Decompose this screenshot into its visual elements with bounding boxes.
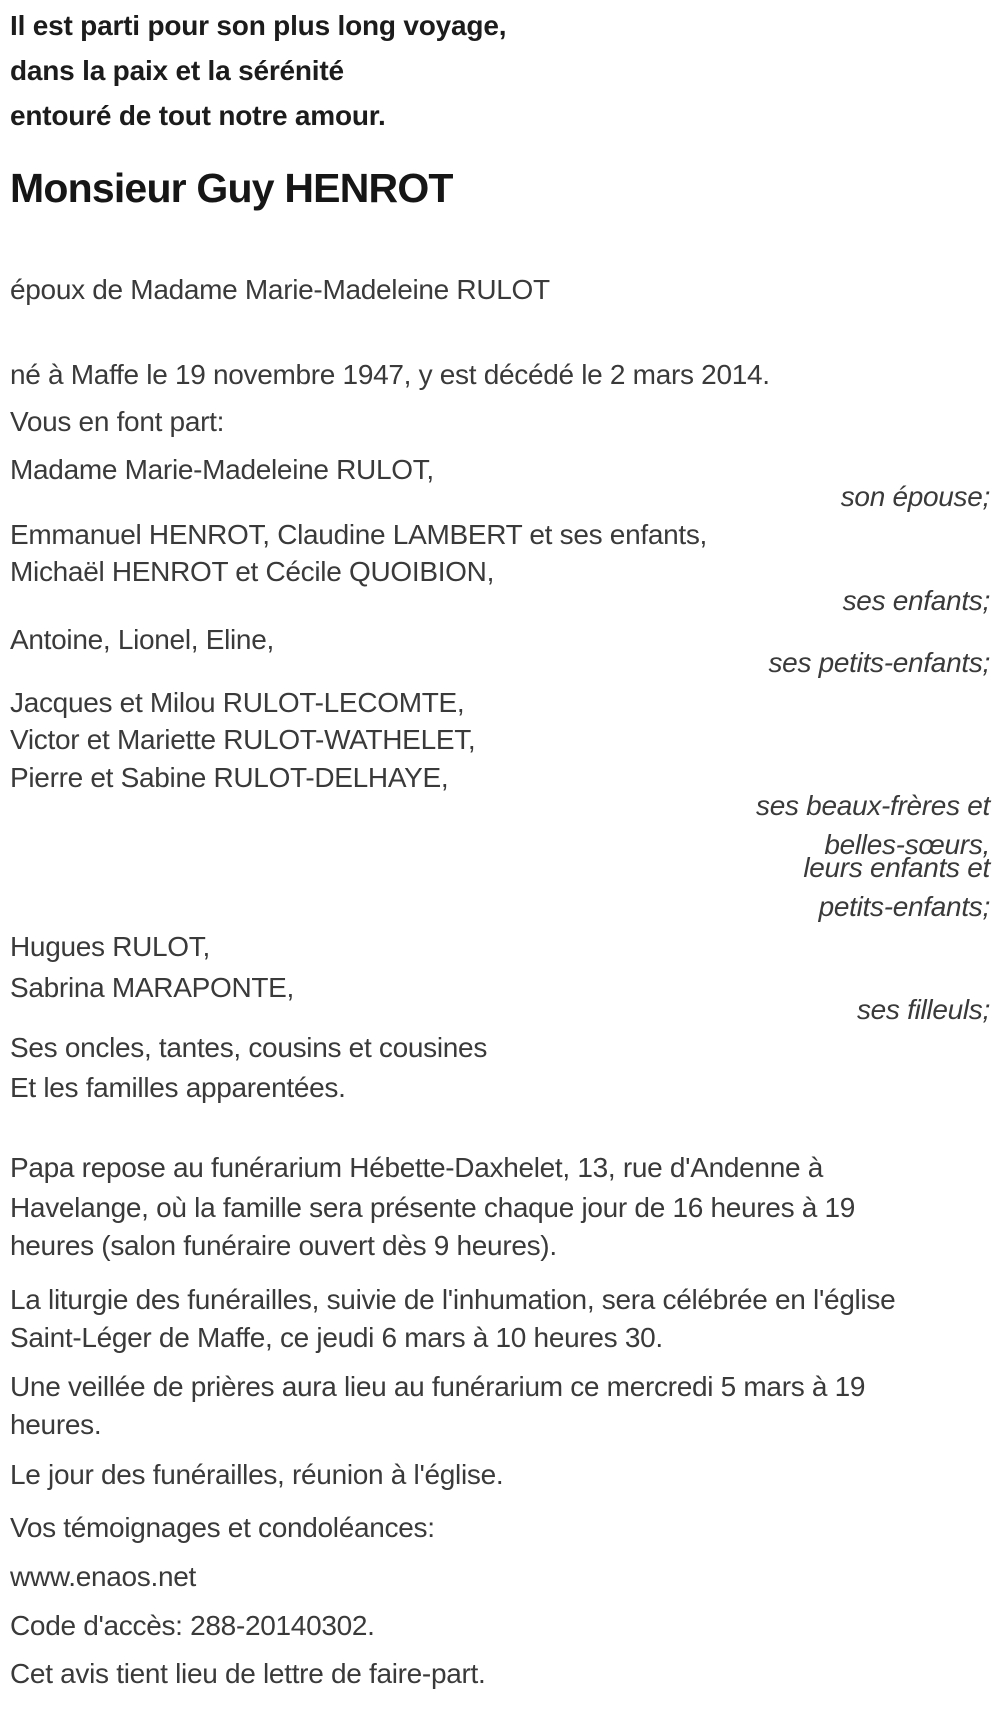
announcement-line: Vous en font part: xyxy=(10,406,225,437)
liturgy-line-2: Saint-Léger de Maffe, ce jeudi 6 mars à 10 heures 30. xyxy=(10,1322,663,1353)
epitaph-line-1: Il est parti pour son plus long voyage, xyxy=(10,10,507,41)
mourner-role-line: ses petits-enfants; xyxy=(768,647,990,678)
repose-line-3: heures (salon funéraire ouvert dès 9 heures). xyxy=(10,1230,557,1261)
condolences-line: Vos témoignages et condoléances: xyxy=(10,1512,435,1543)
funeral-meeting-line: Le jour des funérailles, réunion à l'église. xyxy=(10,1459,504,1490)
mourner-names-line: Hugues RULOT, xyxy=(10,931,210,962)
mourner-role-line: ses enfants; xyxy=(842,585,990,616)
mourner-names-line: Pierre et Sabine RULOT-DELHAYE, xyxy=(10,762,449,793)
mourner-role-line: ses beaux-frères et xyxy=(756,790,990,821)
access-code-line: Code d'accès: 288-20140302. xyxy=(10,1610,375,1641)
mourner-names-line: Emmanuel HENROT, Claudine LAMBERT et ses enfants, xyxy=(10,519,708,550)
closing-line: Cet avis tient lieu de lettre de faire-part. xyxy=(10,1658,486,1689)
mourner-names-line: Michaël HENROT et Cécile QUOIBION, xyxy=(10,556,495,587)
mourner-names-line: Jacques et Milou RULOT-LECOMTE, xyxy=(10,687,465,718)
liturgy-line-1: La liturgie des funérailles, suivie de l'inhumation, sera célébrée en l'église xyxy=(10,1284,896,1315)
epitaph-line-2: dans la paix et la sérénité xyxy=(10,55,344,86)
repose-line-2: Havelange, où la famille sera présente chaque jour de 16 heures à 19 xyxy=(10,1192,856,1223)
vigil-line-1: Une veillée de prières aura lieu au funérarium ce mercredi 5 mars à 19 xyxy=(10,1371,866,1402)
mourner-role-line: ses filleuls; xyxy=(856,994,990,1025)
mourner-names-line: Madame Marie-Madeleine RULOT, xyxy=(10,454,434,485)
mourner-role-line: belles-sœurs, xyxy=(824,829,990,860)
life-dates-line: né à Maffe le 19 novembre 1947, y est décédé le 2 mars 2014. xyxy=(10,359,770,390)
mourner-names-line: Sabrina MARAPONTE, xyxy=(10,972,295,1003)
mourner-names-line: Victor et Mariette RULOT-WATHELET, xyxy=(10,724,476,755)
mourner-names-line: Ses oncles, tantes, cousins et cousines xyxy=(10,1032,488,1063)
spouse-line: époux de Madame Marie-Madeleine RULOT xyxy=(10,274,550,305)
mourner-names-line: Antoine, Lionel, Eline, xyxy=(10,624,274,655)
epitaph-line-3: entouré de tout notre amour. xyxy=(10,100,386,131)
vigil-line-2: heures. xyxy=(10,1409,102,1440)
website-line: www.enaos.net xyxy=(10,1561,196,1592)
repose-line-1: Papa repose au funérarium Hébette-Daxhelet, 13, rue d'Andenne à xyxy=(10,1152,823,1183)
mourner-role-line: leurs enfants et xyxy=(803,852,990,883)
deceased-name-title: Monsieur Guy HENROT xyxy=(10,165,453,211)
mourner-names-line: Et les familles apparentées. xyxy=(10,1072,346,1103)
mourner-role-line: son épouse; xyxy=(840,481,990,512)
mourner-role-line: petits-enfants; xyxy=(818,891,990,922)
